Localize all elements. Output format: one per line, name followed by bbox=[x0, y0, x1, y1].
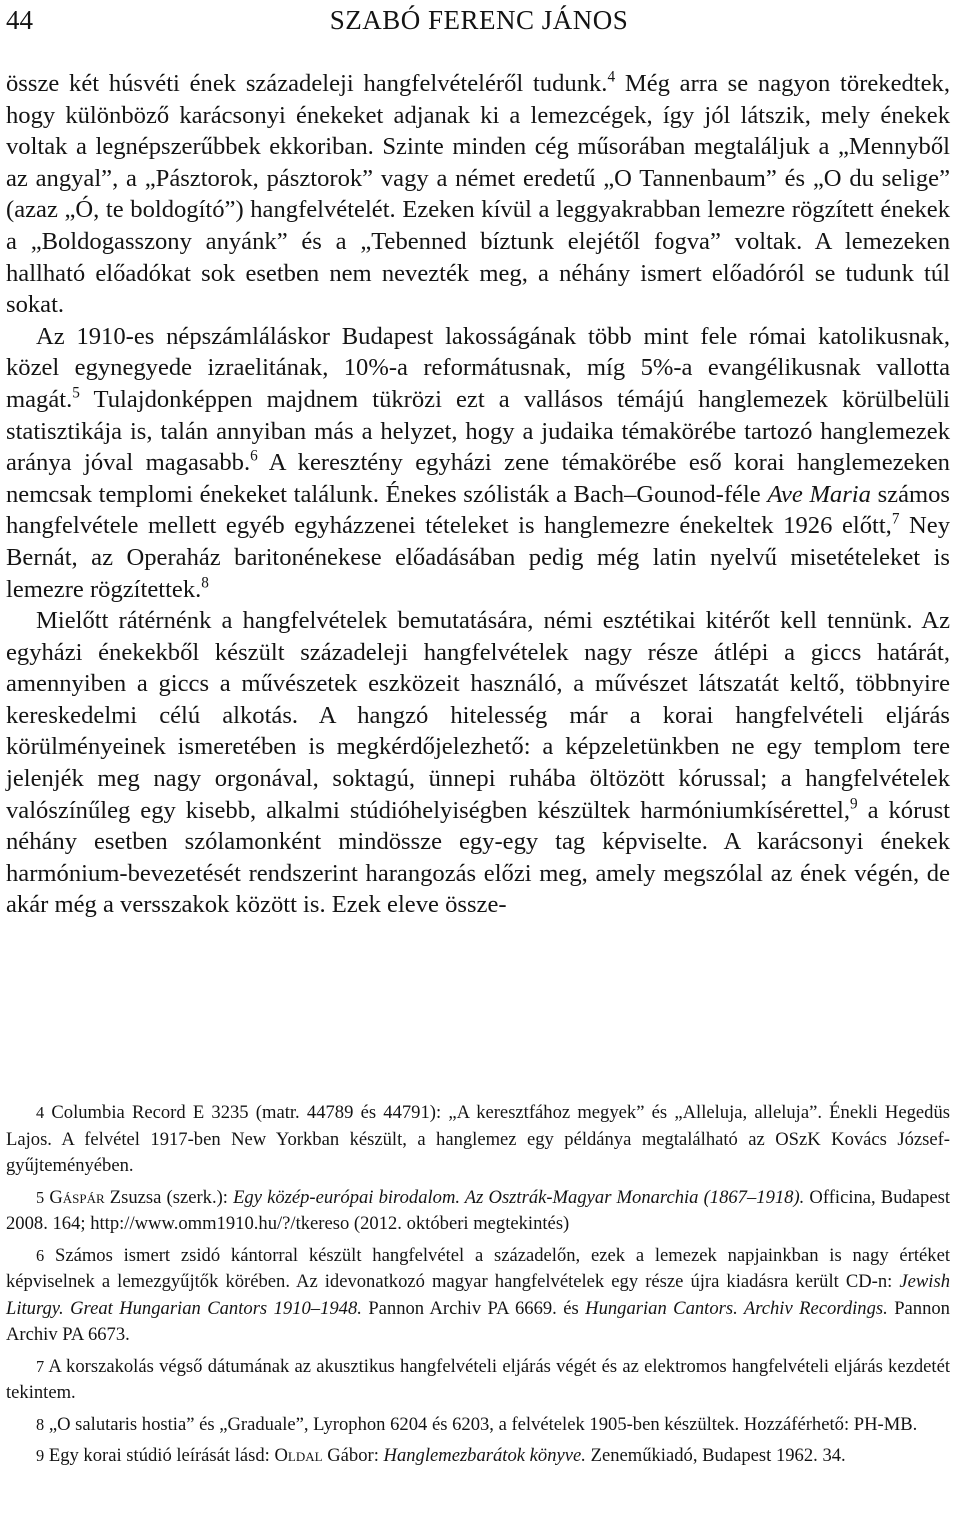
footnote-ref-8[interactable]: 8 bbox=[201, 574, 209, 592]
paragraph-3: Mielőtt rátérnénk a hangfelvételek bemutatására, némi esztétikai kitérőt kell tennünk. Az egyházi énekekből készült századeleji hangfelvételek nagy része átlépi a giccs határát, amennyiben a giccs a művészetek eszközeit használó, a művészet látszatát keltő, többnyire kereskedelmi célú alkotás. A hangzó hitelesség már a korai hangfelvételi eljárás körülményeinek ismeretében is megkérdőjelezhető: a képzeletünkben ne egy templom tere jelenjék meg nagy orgonával, soktagú, ünnepi ruhába öltözött kórussal; a hangfelvételek valószínűleg egy kisebb, alkalmi stúdióhelyiségben készültek harmóniumkísérettel,$^9$ a kórust néhány esetben szólamonként mindössze egy-egy tag képviselte. A karácsonyi énekek harmónium-bevezetését rendszerint harangozás előzi meg, amely megszólal az ének végén, de akár még a versszakok között is. Ezek eleve össze- bbox=[6, 607, 950, 919]
main-text bbox=[6, 68, 950, 921]
author-name: Oldal bbox=[274, 1445, 323, 1466]
footnote-6: 6 Számos ismert zsidó kántorral készült hangfelvétel a századelőn, ezek a lemezek napjainkban is nagy értéket képviselnek a lemezgyűjtők körében. Az idevonatkozó magyar hangfelvételek egy része újra kiadásra került CD-n: Jewish Liturgy. Great Hungarian Cantors 1910–1948. Pannon Archiv PA 6669. és Hungarian Cantors. Archiv Recordings. Pannon Archiv PA 6673. bbox=[6, 1244, 950, 1345]
footnote-7: 7 A korszakolás végső dátumának az akusztikus hangfelvételi eljárás végét és az elektromos hangfelvételi eljárás kezdetét tekintem. bbox=[6, 1355, 950, 1403]
footnote-ref-9[interactable]: 9 bbox=[850, 795, 858, 813]
footnote-number: 9 bbox=[36, 1446, 45, 1465]
cd-title-1: Jewish Liturgy. Great Hungarian Cantors 1910–1948. bbox=[6, 1271, 950, 1319]
paragraph-2: Az 1910-es népszámláláskor Budapest lakosságának több mint fele római katolikusnak, közel egynegyede izraelitának, 10%-a reformátusnak, míg 5%-a evangélikusnak vallotta magát.$^5$ Tulajdonképpen majdnem tükrözi ezt a vallásos témájú hanglemezek körülbelüli statisztikája is, talán annyiban más a helyzet, hogy a judaika témakörébe tartozó hanglemezek aránya jóval magasabb.$^6$ A keresztény egyházi zene témakörébe eső korai hanglemezeken nemcsak templomi énekeket találunk. Énekes szólisták a Bach–Gounod-féle Ave Maria számos hangfelvétele mellett egyéb egyházzenei tételeket is hanglemezre énekeltek 1926 előtt,$^7$ Ney Bernát, az Operaház baritonénekese előadásában pedig még latin nyelvű misetételeket is lemezre rögzítettek.$^8$ bbox=[6, 322, 950, 603]
footnote-8: 8 „O salutaris hostia” és „Graduale”, Lyrophon 6204 és 6203, a felvételek 1905-ben készültek. Hozzáférhető: PH-MB. bbox=[36, 1413, 918, 1435]
footnote-number: 5 bbox=[36, 1187, 45, 1207]
footnote-ref-4[interactable]: 4 bbox=[607, 68, 616, 86]
page-header bbox=[6, 2, 952, 38]
running-head: SZABÓ FERENC JÁNOS bbox=[329, 5, 629, 35]
footnotes-section bbox=[6, 1100, 950, 1475]
footnote-4: 4 Columbia Record E 3235 (matr. 44789 és 44791): „A keresztfához megyek” és „Alleluja, alleluja”. Énekli Hegedüs Lajos. A felvétel 1917-ben New Yorkban készült, a hanglemez egy példánya megtalálható az OSzK Kovács József-gyűjteményében. bbox=[6, 1102, 950, 1176]
footnote-ref-6[interactable]: 6 bbox=[250, 447, 258, 465]
footnote-number: 8 bbox=[36, 1414, 45, 1434]
book-title: Hanglemezbarátok könyve. bbox=[383, 1445, 586, 1466]
paragraph-1: össze két húsvéti ének századeleji hangfelvételéről tudunk.$^4$ Még arra se nagyon törekedtek, hogy különböző karácsonyi énekeket adjanak ki a lemezcégek, így jól látszik, mely énekek voltak a legnépszerűbbek ekkoriban. Szinte minden cég műsorában megtaláljuk a „Mennyből az angyal”, a „Pásztorok, pásztorok” vagy a német eredetű „O Tannenbaum” és „O du selige” (azaz „Ó, te boldogító”) hangfelvételét. Ezeken kívül a leggyakrabban lemezre rögzített énekek a „Boldogasszony anyánk” és a „Tebenned bíztunk elejétől fogva” voltak. A lemezeken hallható előadókat sok esetben nem nevezték meg, a néhány ismert előadóról se tudunk túl sokat. bbox=[6, 68, 950, 319]
footnote-number: 4 bbox=[36, 1103, 45, 1122]
footnote-ref-5[interactable]: 5 bbox=[72, 384, 80, 402]
author-name: Gáspár bbox=[49, 1186, 105, 1208]
footnote-ref-7[interactable]: 7 bbox=[891, 510, 900, 528]
cd-title-2: Hungarian Cantors. Archiv Recordings. bbox=[585, 1297, 888, 1319]
footnote-number: 7 bbox=[36, 1356, 45, 1376]
footnote-9: 9 Egy korai stúdió leírását lásd: Oldal Gábor: Hanglemezbarátok könyve. Zeneműkiadó, Budapest 1962. 34. bbox=[36, 1445, 846, 1466]
footnote-5: 5 Gáspár Zsuzsa (szerk.): Egy közép-európai birodalom. Az Osztrák-Magyar Monarchia (1867–1918). Officina, Budapest 2008. 164; http://www.omm1910.hu/?/tkereso (2012. októberi megtekintés) bbox=[6, 1186, 951, 1234]
page-number: 44 bbox=[6, 5, 33, 35]
book-title: Egy közép-európai birodalom. Az Osztrák-Magyar Monarchia (1867–1918). bbox=[233, 1186, 805, 1208]
ave-maria-title: Ave Maria bbox=[767, 480, 871, 508]
footnote-number: 6 bbox=[36, 1245, 45, 1265]
